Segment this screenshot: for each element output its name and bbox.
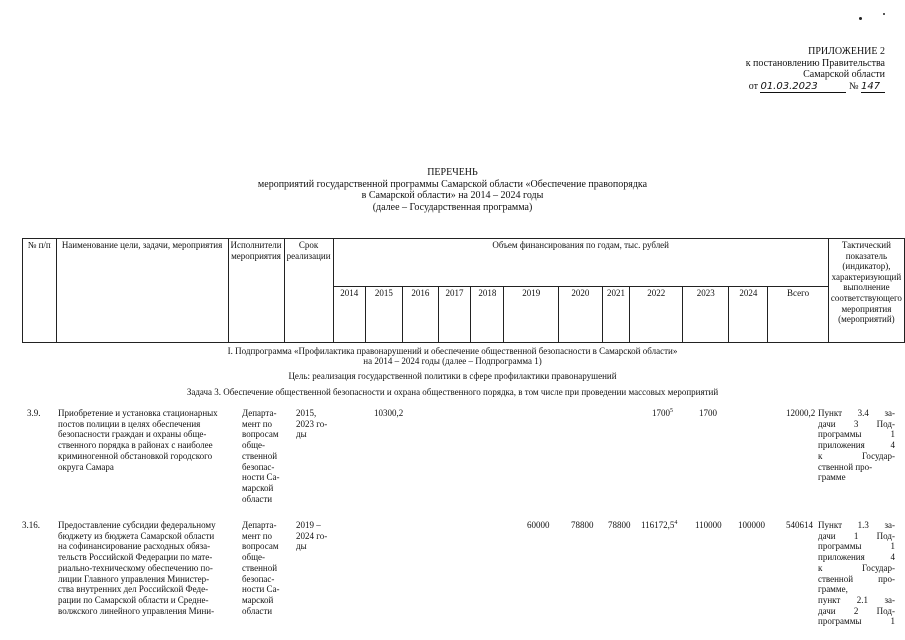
row-term-line: ды [296,429,307,440]
row-indicator-line: грамме [818,472,846,483]
scan-speck [859,17,862,20]
title-line: в Самарской области» на 2014 – 2024 годы [361,190,544,201]
appendix-line: к постановлению Правительства [745,57,885,69]
header-year: 2019 [504,287,559,343]
row-name-line: округа Самара [58,461,114,472]
row-name-line: криминогенной обстановкой городского [58,450,213,461]
header-year: 2023 [683,287,729,343]
row-indicator-line: Пункт 1.3 за- [818,520,895,530]
row-indicator-line: грамме, [818,584,848,595]
row-executor-line: Департа- [242,408,277,418]
row-executor-line: безопас- [242,461,275,472]
row-executor-line: обще- [242,552,266,563]
row-name-line: лиции Главного управления Министер- [58,573,210,584]
header-total: Всего [768,287,829,343]
row-name-line: постов полиции в целях обеспечения [58,418,201,429]
row-term-line: 2015, [296,408,317,418]
row-name-line: безопасности граждан и охраны обще- [58,429,207,440]
row-indicator-line: ственной про- [818,573,895,584]
appendix-number: 147 [861,81,885,94]
title-heading: ПЕРЕЧЕНЬ [427,167,478,178]
header-name: Наименование цели, задачи, мероприятия [56,239,228,343]
value-total: 12000,2 [786,408,816,418]
row-indicator-line: дачи 1 Под- [818,530,895,541]
date-prefix: от [748,80,758,92]
value-2022 [652,408,673,419]
scan-speck [883,13,885,15]
row-term-line: ды [296,541,307,552]
row-indicator-line: к Государ- [818,562,895,573]
row-name-line: Предоставление субсидии федеральному [58,520,216,530]
row-executor-line: Департа- [242,520,277,530]
row-term-line: 2024 го- [296,530,328,541]
row-executor-line: области [242,493,273,504]
appendix-date-line [685,81,885,94]
header-year: 2024 [729,287,768,343]
appendix-date: 01.03.2023 [760,81,846,94]
value-2022-number: 1700 [652,408,670,418]
header-indicator: Тактический показатель (индикатор), характеризующий выполнение соответствующего мероприятия (мероприятий) [828,239,904,343]
header-year: 2015 [365,287,402,343]
row-executor-line: вопросам [242,541,279,552]
value-2015: 10300,2 [374,408,404,418]
value-2022-number: 116172,5 [641,520,675,530]
row-indicator [818,408,895,483]
header-term: Срок реализации [284,239,333,343]
appendix-block [685,46,885,93]
row-executor-line: ности Са- [242,472,280,483]
row-indicator-line: к Государ- [818,450,895,461]
value-2024: 100000 [738,520,765,530]
value-2023: 110000 [695,520,722,530]
row-name-line: бюджету из бюджета Самарской области [58,530,215,541]
row-executor-line: обще- [242,440,266,451]
number-prefix: № [848,80,859,92]
row-executor-line: мент по [242,530,273,541]
row-indicator-line: дачи 3 Под- [818,418,895,429]
appendix-line: Самарской области [803,69,885,80]
row-name-line: риально-техническому обеспечению по- [58,562,213,573]
row-executor [242,520,280,616]
header-table [22,238,905,343]
row-indicator-line: приложения 4 [818,552,895,563]
subprogram-goal: Цель: реализация государственной политики в сфере профилактики правонарушений [288,371,617,381]
appendix-title: ПРИЛОЖЕНИЕ 2 [808,46,885,57]
footnote-mark: 4 [674,520,678,526]
title-line: мероприятий государственной программы Самарской области «Обеспечение правопорядка [257,178,648,190]
row-indicator-line: дачи 2 Под- [818,605,895,616]
subprogram-title-2: на 2014 – 2024 годы (далее – Подпрограмма 1) [363,356,542,366]
document-title [0,167,905,213]
header-year: 2021 [602,287,630,343]
value-2019: 60000 [527,520,550,530]
row-name-line: ства внутренних дел Российской Феде- [58,584,209,595]
row-name-line: тельств Российской Федерации по мате- [58,552,213,563]
subprogram-title: I. Подпрограмма «Профилактика правонарушений и обеспечение общественной безопасности в Самарской области» [227,346,678,356]
row-executor-line: ственной [242,562,278,573]
subprogram-task: Задача 3. Обеспечение общественной безопасности и охрана общественного порядка, в том числе при проведении массовых мероприятий [186,387,719,397]
row-indicator-line: ственной про- [818,461,873,472]
header-executors: Исполнители мероприятия [228,239,284,343]
row-name-line: Приобретение и установка стационарных [58,408,218,418]
row-executor-line: ности Са- [242,584,280,595]
row-term [296,408,327,440]
row-indicator-line: пункт 2.1 за- [818,594,895,605]
row-executor-line: области [242,605,273,616]
footnote-mark: 5 [670,408,673,414]
row-indicator-line: программы 1 [818,429,895,440]
row-executor-line: марской [242,482,274,493]
title-line: (далее – Государственная программа) [372,201,533,213]
row-name-line: волжского линейного управления Мини- [58,605,215,616]
header-year: 2014 [333,287,365,343]
row-executor-line: ственной [242,450,278,461]
row-name-line: ственного порядка в районах с наиболее [58,440,213,451]
row-indicator [818,520,895,627]
row-executor-line: безопас- [242,573,275,584]
row-executor-line: мент по [242,418,273,429]
row-indicator-line: приложения 4 [818,440,895,451]
header-year: 2018 [471,287,504,343]
header-funding: Объем финансирования по годам, тыс. рублей [333,239,828,287]
row-indicator-line: Пункт 3.4 за- [818,408,895,418]
value-total: 540614 [786,520,813,530]
value-2023: 1700 [699,408,717,418]
value-2021: 78800 [608,520,631,530]
row-executor-line: вопросам [242,429,279,440]
row-name [58,408,236,472]
header-year: 2017 [438,287,470,343]
row-term-line: 2023 го- [296,418,328,429]
header-year: 2022 [630,287,683,343]
row-name-line: рации по Самарской области и Средне- [58,594,209,605]
row-executor-line: марской [242,594,274,605]
row-executor [242,408,280,504]
header-year: 2020 [559,287,603,343]
row-name-line: на софинансирование расходных обяза- [58,541,211,552]
row-indicator-line: программы 1 [818,616,895,627]
header-year: 2016 [402,287,438,343]
header-num: № п/п [23,239,57,343]
value-2020: 78800 [571,520,594,530]
value-2022 [641,520,677,531]
row-term [296,520,327,552]
row-number: 3.9. [27,408,41,418]
row-name [58,520,236,616]
row-term-line: 2019 – [296,520,321,530]
row-number: 3.16. [22,520,40,530]
row-indicator-line: программы 1 [818,541,895,552]
